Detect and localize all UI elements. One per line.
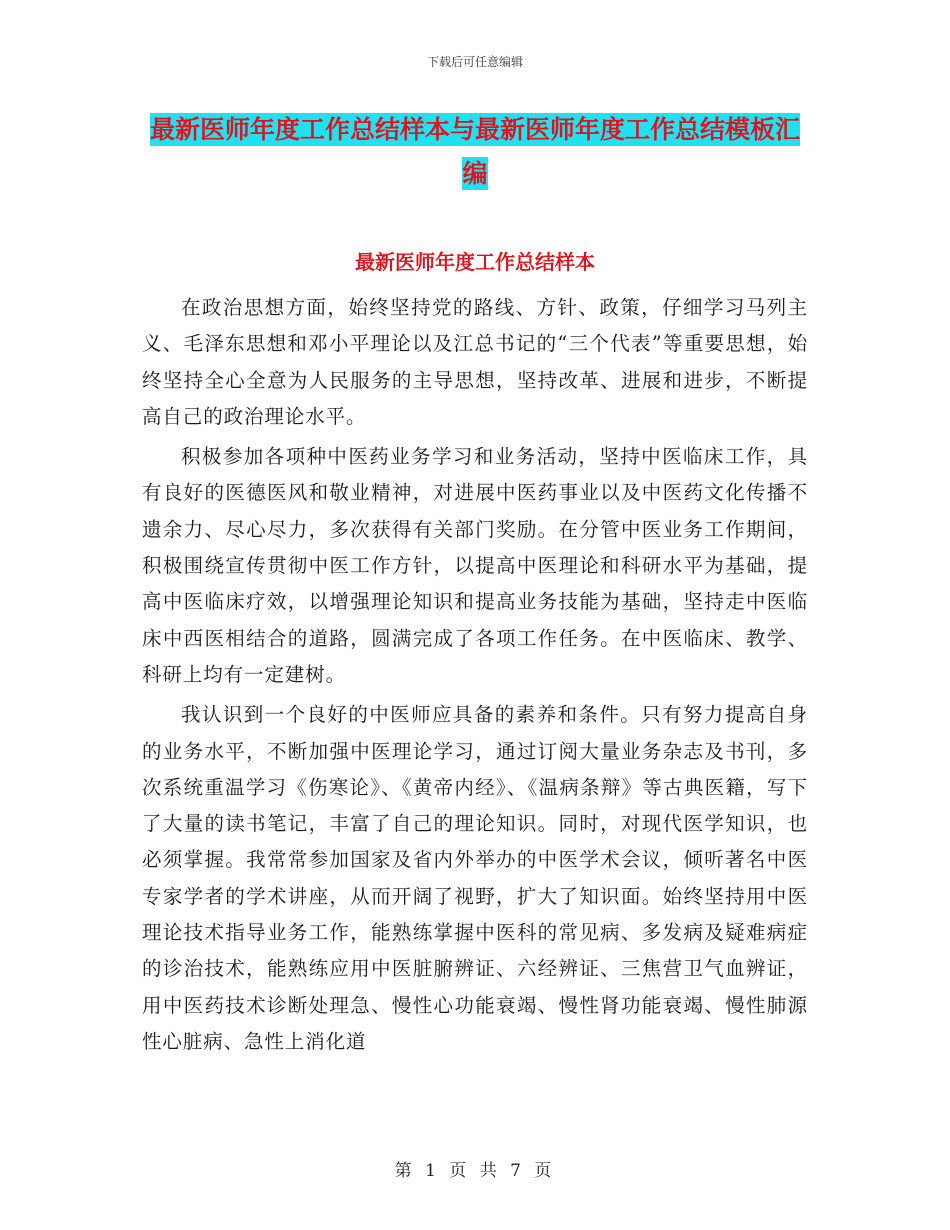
document-body <box>142 290 808 1064</box>
document-title <box>140 108 810 196</box>
paragraph: 我认识到一个良好的中医师应具备的素养和条件。只有努力提高自身的业务水平，不断加强中医理论学习，通过订阅大量业务杂志及书刊，多次系统重温学习《伤寒论》、《黄帝内经》、《温病条辩》等古典医籍，写下了大量的读书笔记，丰富了自己的理论知识。同时，对现代医学知识，也必须掌握。我常常参加国家及省内外举办的中医学术会议，倾听著名中医专家学者的学术讲座，从而开阔了视野，扩大了知识面。始终坚持用中医理论技术指导业务工作，能熟练掌握中医科的常见病、多发病及疑难病症的诊治技术，能熟练应用中医脏腑辨证、六经辨证、三焦营卫气血辨证，用中医药技术诊断处理急、慢性心功能衰竭、慢性肾功能衰竭、慢性肺源性心脏病、急性上消化道 <box>142 703 808 1053</box>
section-title: 最新医师年度工作总结样本 <box>355 250 595 274</box>
header-note: 下载后可任意编辑 <box>426 55 523 69</box>
document-title-text: 最新医师年度工作总结样本与最新医师年度工作总结模板汇编 <box>149 115 800 188</box>
paragraph: 积极参加各项种中医药业务学习和业务活动，坚持中医临床工作，具有良好的医德医风和敬业精神，对进展中医药事业以及中医药文化传播不遗余力、尽心尽力，多次获得有关部门奖励。在分管中医业务工作期间，积极围绕宣传贯彻中医工作方针，以提高中医理论和科研水平为基础，提高中医临床疗效，以增强理论知识和提高业务技能为基础，坚持走中医临床中西医相结合的道路，圆满完成了各项工作任务。在中医临床、教学、科研上均有一定建树。 <box>142 445 808 686</box>
paragraph: 在政治思想方面，始终坚持党的路线、方针、政策，仔细学习马列主义、毛泽东思想和邓小平理论以及江总书记的“三个代表”等重要思想，始终坚持全心全意为人民服务的主导思想，坚持改革、进展和进步，不断提高自己的政治理论水平。 <box>142 296 808 428</box>
page-footer: 第 1 页 共 7 页 <box>394 1161 556 1181</box>
